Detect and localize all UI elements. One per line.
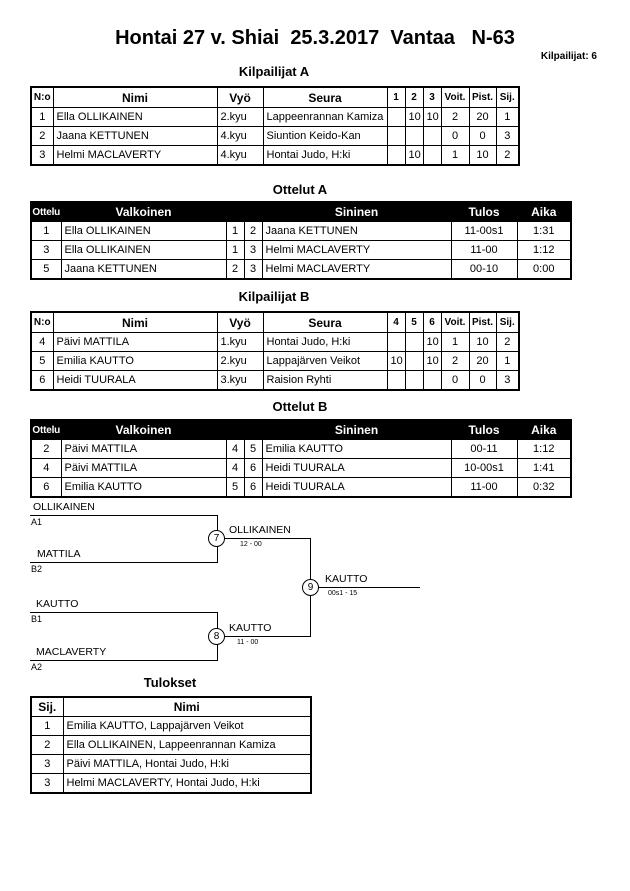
bracket-score: 11 - 00: [237, 639, 259, 646]
competitor-row: [31, 146, 519, 166]
cell-match-number: 1: [31, 222, 61, 241]
bracket-score: 12 - 00: [240, 541, 262, 548]
cell-match-1: [387, 108, 405, 127]
cell-sij: 3: [496, 127, 519, 146]
col-header-voit: Voit.: [441, 312, 469, 333]
col-header-seura: Seura: [263, 87, 387, 108]
match-circle-7: 7: [208, 530, 225, 547]
cell-placement: 3: [31, 774, 63, 794]
cell-blue-no: 5: [244, 440, 262, 459]
bracket-line-final-winner: [310, 587, 420, 588]
cell-match-4: 10: [387, 352, 405, 371]
col-header-sininen: Sininen: [262, 202, 451, 222]
match-row: [31, 459, 571, 478]
col-header-tulos: Tulos: [451, 202, 517, 222]
cell-nimi: Helmi MACLAVERTY: [53, 146, 217, 166]
cell-vyo: 4.kyu: [217, 146, 263, 166]
col-header-match-2: 2: [405, 87, 423, 108]
col-header-ottelu: Ottelu: [31, 202, 61, 222]
cell-no: 3: [31, 146, 53, 166]
cell-nimi: Heidi TUURALA: [53, 371, 217, 391]
cell-seura: Lappajärven Veikot: [263, 352, 387, 371]
cell-blue-player: Helmi MACLAVERTY: [262, 241, 451, 260]
col-header-sij: Sij.: [496, 312, 519, 333]
col-header-spacer: [244, 420, 262, 440]
col-header-vyo: Vyö: [217, 312, 263, 333]
heading-ottelut-a: Ottelut A: [272, 182, 328, 197]
col-header-tulos: Tulos: [451, 420, 517, 440]
bracket-player-name: KAUTTO: [36, 598, 79, 610]
table-ottelut-b: [30, 419, 572, 498]
cell-competitor: Ella OLLIKAINEN, Lappeenrannan Kamiza: [63, 736, 311, 755]
cell-match-2: [405, 127, 423, 146]
cell-time: 1:41: [517, 459, 571, 478]
cell-match-3: 10: [423, 108, 441, 127]
cell-white-player: Ella OLLIKAINEN: [61, 241, 226, 260]
result-row: [31, 736, 311, 755]
cell-sij: 2: [496, 333, 519, 352]
cell-placement: 1: [31, 717, 63, 736]
cell-nimi: Emilia KAUTTO: [53, 352, 217, 371]
cell-white-no: 4: [226, 440, 244, 459]
cell-match-6: 10: [423, 352, 441, 371]
competitor-row: [31, 108, 519, 127]
cell-no: 6: [31, 371, 53, 391]
col-header-valkoinen: Valkoinen: [61, 420, 226, 440]
cell-match-5: [405, 352, 423, 371]
cell-time: 1:12: [517, 241, 571, 260]
cell-blue-no: 6: [244, 478, 262, 498]
cell-blue-no: 2: [244, 222, 262, 241]
col-header-no: N:o: [31, 87, 53, 108]
table-kilpailijat-a: [30, 86, 520, 166]
table-tulokset: [30, 696, 312, 794]
cell-competitor: Emilia KAUTTO, Lappajärven Veikot: [63, 717, 311, 736]
cell-pist: 20: [469, 352, 496, 371]
bracket-winner-name: OLLIKAINEN: [229, 524, 291, 536]
col-header-nimi: Nimi: [53, 87, 217, 108]
bracket-line-semi2-winner: [217, 636, 311, 637]
cell-seura: Lappeenrannan Kamiza: [263, 108, 387, 127]
cell-match-number: 3: [31, 241, 61, 260]
cell-white-no: 1: [226, 241, 244, 260]
cell-vyo: 3.kyu: [217, 371, 263, 391]
cell-vyo: 4.kyu: [217, 127, 263, 146]
cell-sij: 1: [496, 108, 519, 127]
cell-voit: 2: [441, 108, 469, 127]
cell-match-number: 6: [31, 478, 61, 498]
col-header-sij: Sij.: [496, 87, 519, 108]
cell-white-player: Ella OLLIKAINEN: [61, 222, 226, 241]
bracket-line-semi2-top: [30, 612, 218, 613]
heading-tulokset: Tulokset: [143, 675, 197, 690]
col-header-nimi: Nimi: [53, 312, 217, 333]
cell-blue-player: Helmi MACLAVERTY: [262, 260, 451, 280]
cell-seura: Siuntion Keido-Kan: [263, 127, 387, 146]
cell-no: 4: [31, 333, 53, 352]
cell-match-5: [405, 371, 423, 391]
bracket-winner-name: KAUTTO: [325, 573, 368, 585]
col-header-spacer: [244, 202, 262, 222]
cell-competitor: Helmi MACLAVERTY, Hontai Judo, H:ki: [63, 774, 311, 794]
col-header-spacer: [226, 420, 244, 440]
cell-pist: 0: [469, 127, 496, 146]
cell-no: 5: [31, 352, 53, 371]
cell-blue-player: Emilia KAUTTO: [262, 440, 451, 459]
bracket-winner-name: KAUTTO: [229, 622, 272, 634]
cell-result: 10-00s1: [451, 459, 517, 478]
bracket-player-name: MACLAVERTY: [36, 646, 107, 658]
cell-seura: Hontai Judo, H:ki: [263, 333, 387, 352]
col-header-no: N:o: [31, 312, 53, 333]
col-header-voit: Voit.: [441, 87, 469, 108]
cell-time: 0:00: [517, 260, 571, 280]
cell-voit: 1: [441, 146, 469, 166]
cell-no: 2: [31, 127, 53, 146]
cell-match-number: 5: [31, 260, 61, 280]
bracket-player-name: OLLIKAINEN: [33, 501, 95, 513]
cell-blue-player: Heidi TUURALA: [262, 459, 451, 478]
bracket-score: 00s1 - 15: [328, 590, 358, 597]
col-header-vyo: Vyö: [217, 87, 263, 108]
heading-kilpailijat-a: Kilpailijat A: [238, 64, 310, 79]
col-header-sij: Sij.: [31, 697, 63, 717]
competitor-row: [31, 127, 519, 146]
col-header-match-5: 5: [405, 312, 423, 333]
bracket-line-semi2-bottom: [30, 660, 218, 661]
cell-result: 11-00s1: [451, 222, 517, 241]
match-row: [31, 478, 571, 498]
cell-sij: 2: [496, 146, 519, 166]
cell-match-number: 4: [31, 459, 61, 478]
cell-blue-player: Jaana KETTUNEN: [262, 222, 451, 241]
cell-pist: 0: [469, 371, 496, 391]
cell-white-no: 1: [226, 222, 244, 241]
header-row: [31, 202, 571, 222]
cell-match-3: [423, 127, 441, 146]
match-row: [31, 260, 571, 280]
table-kilpailijat-b: [30, 311, 520, 391]
col-header-seura: Seura: [263, 312, 387, 333]
cell-match-4: [387, 333, 405, 352]
cell-result: 11-00: [451, 478, 517, 498]
header-row: [31, 697, 311, 717]
col-header-spacer: [226, 202, 244, 222]
cell-match-number: 2: [31, 440, 61, 459]
cell-blue-player: Heidi TUURALA: [262, 478, 451, 498]
cell-blue-no: 3: [244, 260, 262, 280]
cell-time: 1:12: [517, 440, 571, 459]
cell-voit: 0: [441, 127, 469, 146]
cell-pist: 10: [469, 333, 496, 352]
cell-nimi: Ella OLLIKAINEN: [53, 108, 217, 127]
cell-white-no: 5: [226, 478, 244, 498]
col-header-match-1: 1: [387, 87, 405, 108]
page-title: Hontai 27 v. Shiai 25.3.2017 Vantaa N-63: [115, 27, 515, 49]
header-row: [31, 312, 519, 333]
competitor-row: [31, 371, 519, 391]
cell-pist: 10: [469, 146, 496, 166]
cell-result: 00-10: [451, 260, 517, 280]
cell-white-no: 2: [226, 260, 244, 280]
cell-match-4: [387, 371, 405, 391]
bracket-seed-label: A1: [31, 517, 43, 527]
cell-match-3: [423, 146, 441, 166]
cell-placement: 3: [31, 755, 63, 774]
cell-seura: Hontai Judo, H:ki: [263, 146, 387, 166]
bracket-seed-label: B2: [31, 564, 43, 574]
cell-white-player: Päivi MATTILA: [61, 459, 226, 478]
cell-white-player: Jaana KETTUNEN: [61, 260, 226, 280]
cell-result: 11-00: [451, 241, 517, 260]
cell-vyo: 2.kyu: [217, 352, 263, 371]
cell-match-1: [387, 127, 405, 146]
bracket-line-semi1-top: [30, 515, 218, 516]
cell-blue-no: 3: [244, 241, 262, 260]
col-header-aika: Aika: [517, 420, 571, 440]
cell-voit: 1: [441, 333, 469, 352]
cell-match-5: [405, 333, 423, 352]
cell-blue-no: 6: [244, 459, 262, 478]
competitor-count-label: Kilpailijat: 6: [540, 51, 597, 62]
cell-sij: 1: [496, 352, 519, 371]
cell-result: 00-11: [451, 440, 517, 459]
cell-match-6: 10: [423, 333, 441, 352]
bracket-seed-label: B1: [31, 614, 43, 624]
col-header-aika: Aika: [517, 202, 571, 222]
cell-pist: 20: [469, 108, 496, 127]
cell-match-2: 10: [405, 108, 423, 127]
bracket-line-semi1-winner: [217, 538, 311, 539]
cell-match-2: 10: [405, 146, 423, 166]
col-header-pist: Pist.: [469, 87, 496, 108]
cell-competitor: Päivi MATTILA, Hontai Judo, H:ki: [63, 755, 311, 774]
col-header-match-3: 3: [423, 87, 441, 108]
cell-white-player: Päivi MATTILA: [61, 440, 226, 459]
heading-kilpailijat-b: Kilpailijat B: [238, 289, 310, 304]
cell-vyo: 1.kyu: [217, 333, 263, 352]
col-header-pist: Pist.: [469, 312, 496, 333]
cell-match-1: [387, 146, 405, 166]
col-header-nimi: Nimi: [63, 697, 311, 717]
header-row: [31, 87, 519, 108]
result-row: [31, 755, 311, 774]
cell-vyo: 2.kyu: [217, 108, 263, 127]
cell-match-6: [423, 371, 441, 391]
cell-sij: 3: [496, 371, 519, 391]
col-header-ottelu: Ottelu: [31, 420, 61, 440]
bracket-player-name: MATTILA: [37, 548, 81, 560]
cell-no: 1: [31, 108, 53, 127]
col-header-valkoinen: Valkoinen: [61, 202, 226, 222]
cell-voit: 2: [441, 352, 469, 371]
match-row: [31, 241, 571, 260]
match-circle-8: 8: [208, 628, 225, 645]
match-row: [31, 222, 571, 241]
col-header-match-6: 6: [423, 312, 441, 333]
cell-white-player: Emilia KAUTTO: [61, 478, 226, 498]
cell-time: 0:32: [517, 478, 571, 498]
cell-voit: 0: [441, 371, 469, 391]
result-row: [31, 774, 311, 794]
cell-nimi: Päivi MATTILA: [53, 333, 217, 352]
cell-seura: Raision Ryhti: [263, 371, 387, 391]
cell-placement: 2: [31, 736, 63, 755]
cell-white-no: 4: [226, 459, 244, 478]
bracket-seed-label: A2: [31, 662, 43, 672]
bracket-line-semi1-bottom: [30, 562, 218, 563]
heading-ottelut-b: Ottelut B: [272, 399, 328, 414]
result-row: [31, 717, 311, 736]
competitor-row: [31, 333, 519, 352]
match-row: [31, 440, 571, 459]
table-ottelut-a: [30, 201, 572, 280]
competitor-row: [31, 352, 519, 371]
col-header-sininen: Sininen: [262, 420, 451, 440]
cell-nimi: Jaana KETTUNEN: [53, 127, 217, 146]
cell-time: 1:31: [517, 222, 571, 241]
header-row: [31, 420, 571, 440]
col-header-match-4: 4: [387, 312, 405, 333]
match-circle-9: 9: [302, 579, 319, 596]
